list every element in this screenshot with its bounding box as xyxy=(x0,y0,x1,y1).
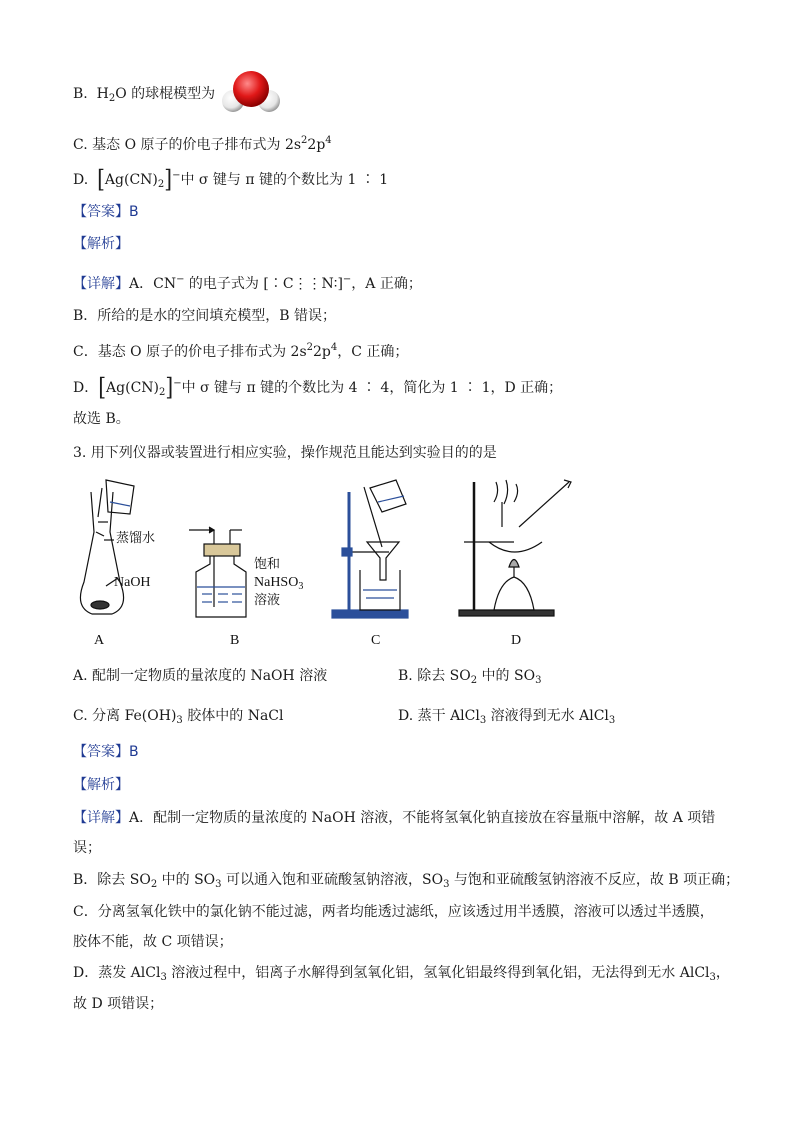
water-model-image xyxy=(220,68,282,118)
question-3-stem: 3. 用下列仪器或装置进行相应实验，操作规范且能达到实验目的的是 xyxy=(73,445,497,461)
q3-detail-d-2: 故 D 项错误； xyxy=(73,996,164,1012)
q3-detail-a-1: 【详解】A．配制一定物质的量浓度的 NaOH 溶液，不能将氢氧化钠直接放在容量瓶中溶解，故 A 项错 xyxy=(73,810,716,826)
apparatus-figure xyxy=(64,472,594,652)
label-c: C xyxy=(371,633,381,648)
q2-conclusion: 故选 B。 xyxy=(73,411,130,427)
option-d-line: D. $[Ag(CN)_2]^-$中 σ 键与 π 键的个数比为 1 ∶ 1 xyxy=(73,164,389,194)
q3-detail-c-1: C．分离氢氧化铁中的氯化钠不能过滤，两者均能透过滤纸，应该透过用半透膜，溶液可以透过半透膜， xyxy=(73,904,714,920)
q2-detail-c: C．基态 O 原子的价电子排布式为 $2s^22p^4$，C 正确； xyxy=(73,342,409,360)
apparatus-a xyxy=(80,480,134,614)
analysis-label-1: 【解析】 xyxy=(73,236,129,252)
answer-2: 【答案】B xyxy=(73,744,139,760)
label-nahso3: NaHSO$_3$ xyxy=(254,575,304,592)
q2-detail-a: 【详解】A．CN− 的电子式为 [∶C⋮⋮N∶]−，A 正确； xyxy=(73,274,422,292)
option-b-line: B. $H_2O$ 的球棍模型为 xyxy=(73,86,216,104)
option-c-line: C. 基态 O 原子的价电子排布式为 $2s^22p^4$ xyxy=(73,135,332,153)
q3-option-c: C. 分离 $Fe(OH)_3$ 胶体中的 NaCl xyxy=(73,708,284,726)
q3-detail-d-1: D．蒸发 AlCl$_3$ 溶液过程中，铝离子水解得到氢氧化铝，氢氧化铝最终得到氧化铝，无法得到无水 AlCl$_3$， xyxy=(73,965,730,983)
q3-option-b: B. 除去 $SO_2$ 中的 $SO_3$ xyxy=(398,668,542,686)
answer-1: 【答案】B xyxy=(73,204,139,220)
label-d: D xyxy=(511,633,522,648)
q2-detail-d: D．$[Ag(CN)_2]^-$中 σ 键与 π 键的个数比为 4 ∶ 4，简化为 1 ∶ 1，D 正确； xyxy=(73,372,563,402)
label-naoh: NaOH xyxy=(114,575,151,590)
q2-detail-b: B．所给的是水的空间填充模型，B 错误； xyxy=(73,308,337,324)
label-distilled-water: 蒸馏水 xyxy=(116,531,156,546)
analysis-label-2: 【解析】 xyxy=(73,777,129,793)
apparatus-c xyxy=(332,480,408,618)
q3-option-a: A. 配制一定物质的量浓度的 NaOH 溶液 xyxy=(73,668,328,684)
q3-detail-c-2: 胶体不能，故 C 项错误； xyxy=(73,934,233,950)
apparatus-d xyxy=(459,480,571,616)
label-a: A xyxy=(94,633,105,648)
label-b: B xyxy=(230,633,240,648)
label-solution: 溶液 xyxy=(254,593,281,608)
q3-option-d: D. 蒸干 AlCl$_3$ 溶液得到无水 AlCl$_3$ xyxy=(398,708,616,726)
apparatus-b xyxy=(189,527,246,617)
q3-detail-b: B．除去 $SO_2$ 中的 $SO_3$ 可以通入饱和亚硫酸氢钠溶液，$SO_3$ 与饱和亚硫酸氢钠溶液不反应，故 B 项正确； xyxy=(73,872,740,890)
q3-detail-a-2: 误； xyxy=(73,840,101,856)
label-saturated: 饱和 xyxy=(254,557,281,572)
